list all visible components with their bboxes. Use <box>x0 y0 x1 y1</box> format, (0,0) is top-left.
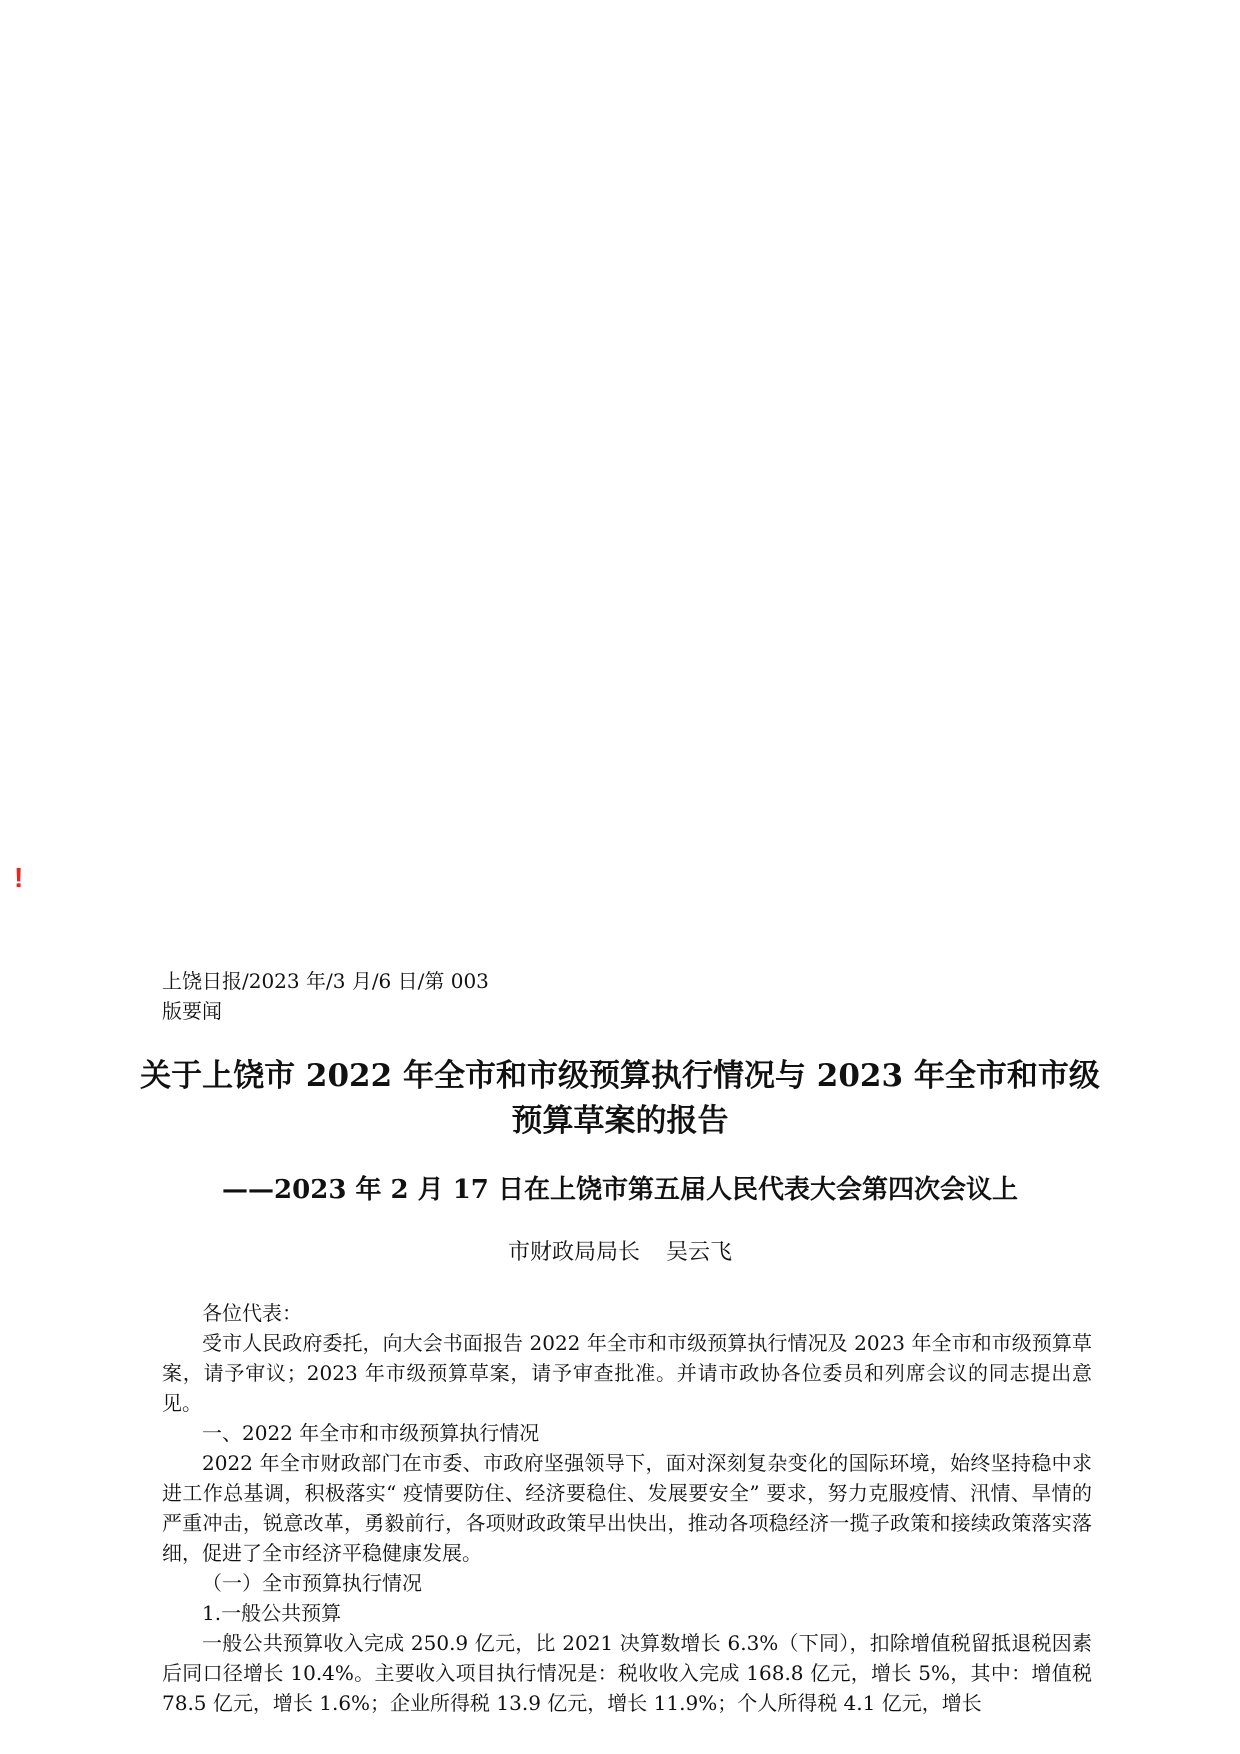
author-position: 市财政局局长 <box>507 1240 640 1265</box>
source-line-2: 版要闻 <box>162 999 222 1023</box>
intro-paragraph: 受市人民政府委托，向大会书面报告 2022 年全市和市级预算执行情况及 2023 年全市和市级预算草案，请予审议；2023 年市级预算草案，请予审查批准。并请市政协各位委员和列席会议的同志提出意见。 <box>162 1331 1092 1415</box>
warning-mark: ! <box>14 862 24 893</box>
salutation-paragraph: 各位代表： <box>202 1301 302 1325</box>
revenue-paragraph: 一般公共预算收入完成 250.9 亿元，比 2021 决算数增长 6.3%（下同），扣除增值税留抵退税因素后同口径增长 10.4%。主要收入项目执行情况是：税收收入完成 168.8 亿元，增长 5%，其中：增值税 78.5 亿元，增长 1.6%；企业所得税 13.9 亿元，增长 11.9%；个人所得税 4.1 亿元，增长 <box>162 1631 1092 1715</box>
report-subtitle: ——2023 年 2 月 17 日在上饶市第五届人民代表大会第四次会议上 <box>222 1175 1018 1205</box>
report-title: 关于上饶市 2022 年全市和市级预算执行情况与 2023 年全市和市级预算草案的报告 <box>140 1058 1100 1139</box>
author-line <box>140 1236 1100 1270</box>
report-body <box>162 1298 1092 1718</box>
subsection-heading: （一）全市预算执行情况 <box>202 1571 422 1595</box>
item-heading: 1.一般公共预算 <box>202 1601 342 1625</box>
source-line-1: 上饶日报/2023 年/3 月/6 日/第 003 <box>162 969 489 993</box>
author-name: 吴云飞 <box>666 1240 733 1265</box>
overview-paragraph: 2022 年全市财政部门在市委、市政府坚强领导下，面对深刻复杂变化的国际环境，始终坚持稳中求进工作总基调，积极落实“ 疫情要防住、经济要稳住、发展要安全” 要求，努力克服疫情、汛情、旱情的严重冲击，锐意改革，勇毅前行，各项财政政策早出快出，推动各项稳经济一揽子政策和接续政策落实落细，促进了全市经济平稳健康发展。 <box>162 1451 1092 1565</box>
source-line <box>162 966 489 1026</box>
section-heading: 一、2022 年全市和市级预算执行情况 <box>202 1421 540 1445</box>
